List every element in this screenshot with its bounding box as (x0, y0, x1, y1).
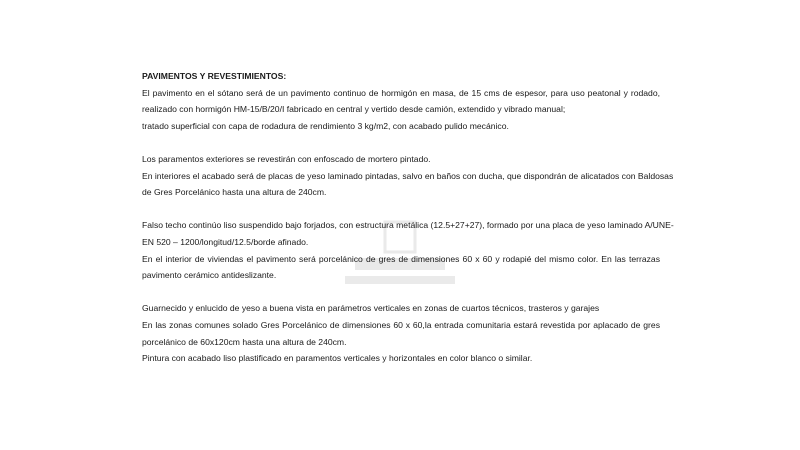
text-line: pavimento cerámico antideslizante. (142, 270, 277, 281)
paragraph (142, 217, 674, 283)
text-line: de Gres Porcelánico hasta una altura de 240cm. (142, 187, 327, 198)
text-line: porcelánico de 60x120cm hasta una altura de 240cm. (142, 336, 347, 347)
text-line: Falso techo continúo liso suspendido bajo forjados, con estructura metálica (12.5+27+27), formado por una placa de yeso laminado A/UNE- (142, 220, 674, 231)
document-body (142, 68, 674, 383)
text-line: En el interior de viviendas el pavimento será porcelánico de gres de dimensiones 60 x 60 y rodapié del mismo color. En las terrazas (142, 253, 660, 264)
text-line: tratado superficial con capa de rodadura de rendimiento 3 kg/m2, con acabado pulido mecánico. (142, 120, 509, 131)
paragraph (142, 151, 674, 201)
text-line: Los paramentos exteriores se revestirán con enfoscado de mortero pintado. (142, 153, 431, 164)
text-line: En interiores el acabado será de placas de yeso laminado pintadas, salvo en baños con ducha, que dispondrán de alicatados con Baldosas (142, 170, 674, 181)
text-line: realizado con hormigón HM-15/B/20/I fabricado en central y vertido desde camión, extendido y vibrado manual; (142, 104, 566, 115)
text-line: Pintura con acabado liso plastificado en paramentos verticales y horizontales en color blanco o similar. (142, 353, 533, 364)
section-title: PAVIMENTOS Y REVESTIMIENTOS: (142, 71, 287, 81)
text-line: En las zonas comunes solado Gres Porcelánico de dimensiones 60 x 60,la entrada comunitaria estará revestida por aplacado de gres (142, 319, 660, 330)
text-line: Guarnecido y enlucido de yeso a buena vista en parámetros verticales en zonas de cuartos técnicos, trasteros y garajes (142, 303, 600, 314)
text-line: EN 520 – 1200/longitud/12.5/borde afinado. (142, 236, 309, 247)
paragraph (142, 85, 660, 135)
text-line: El pavimento en el sótano será de un pavimento continuo de hormigón en masa, de 15 cms de espesor, para uso peatonal y rodado, (142, 87, 660, 98)
paragraphs-container (142, 85, 674, 367)
paragraph (142, 300, 660, 366)
